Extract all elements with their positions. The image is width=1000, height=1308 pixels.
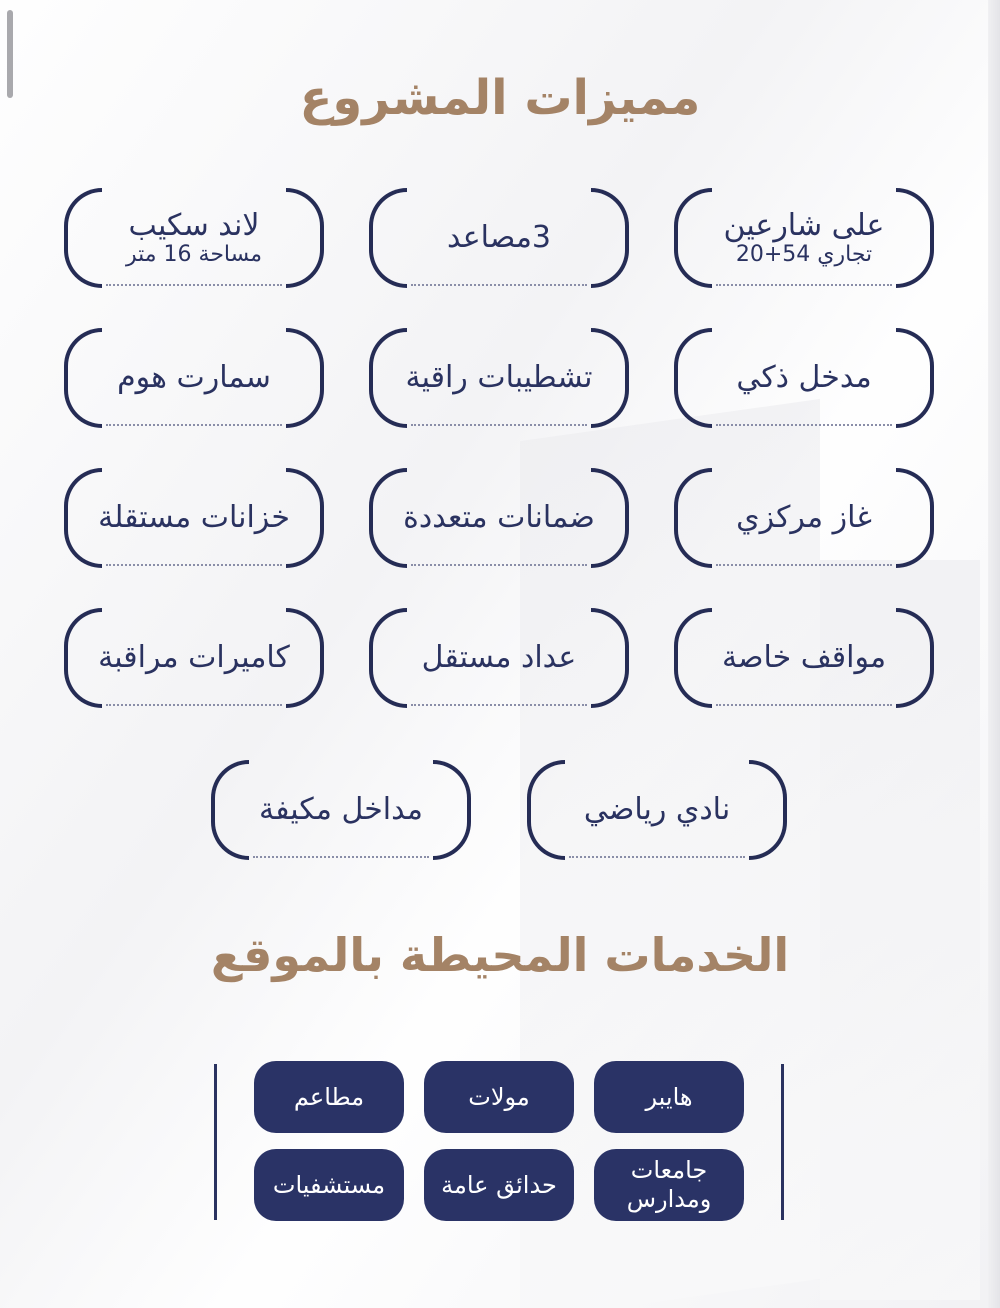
bracket-right [286,188,324,288]
bracket-right [591,468,629,568]
feature-label: لاند سكيب [128,207,260,243]
dotted-line [106,564,282,566]
bracket-left [64,188,102,288]
feature-gym [527,760,787,860]
features-title: مميزات المشروع [299,70,701,126]
feature-central-gas [674,468,934,568]
bracket-left [64,608,102,708]
services-title: الخدمات المحيطة بالموقع [210,928,790,982]
feature-smart-entrance [674,328,934,428]
dotted-line [716,564,892,566]
bracket-left [674,468,712,568]
service-malls: مولات [424,1061,574,1133]
feature-security-cameras [64,608,324,708]
feature-label: كاميرات مراقبة [98,639,290,675]
page-edge [988,0,1000,1308]
feature-label: 3مصاعد [447,219,551,255]
feature-label: خزانات مستقلة [98,499,290,535]
dotted-line [106,284,282,286]
dotted-line [716,284,892,286]
bracket-right [896,608,934,708]
dotted-line [411,424,587,426]
bracket-left [527,760,565,860]
feature-label: مواقف خاصة [721,639,887,675]
feature-label: سمارت هوم [117,359,271,395]
dotted-line [106,704,282,706]
feature-independent-tanks [64,468,324,568]
bracket-right [896,188,934,288]
service-hospitals: مستشفيات [254,1149,404,1221]
feature-label: نادي رياضي [583,791,731,827]
dotted-line [106,424,282,426]
bracket-right [433,760,471,860]
feature-label: مدخل ذكي [736,359,872,395]
dotted-line [253,856,429,858]
service-universities-schools: جامعات ومدارس [594,1149,744,1221]
feature-label: ضمانات متعددة [403,499,595,535]
dotted-line [411,284,587,286]
feature-label: تشطيبات راقية [405,359,593,395]
dotted-line [411,564,587,566]
feature-premium-finishes [369,328,629,428]
dotted-line [716,424,892,426]
feature-landscape [64,188,324,288]
bracket-right [286,608,324,708]
bracket-left [674,328,712,428]
bracket-left [674,608,712,708]
feature-independent-meter [369,608,629,708]
bracket-left [64,328,102,428]
feature-private-parking [674,608,934,708]
bracket-left [369,468,407,568]
bracket-right [896,328,934,428]
bracket-right [286,328,324,428]
feature-sublabel: مساحة 16 متر [125,242,263,268]
bracket-left [64,468,102,568]
bracket-right [896,468,934,568]
bracket-right [591,328,629,428]
feature-sublabel: تجاري 54+20 [735,242,873,268]
bracket-right [286,468,324,568]
feature-smart-home [64,328,324,428]
feature-label: مداخل مكيفة [259,791,423,827]
feature-multiple-warranties [369,468,629,568]
service-hypermarket: هايبر [594,1061,744,1133]
feature-air-conditioned-entrances [211,760,471,860]
scrollbar-thumb[interactable] [7,10,13,98]
service-public-parks: حدائق عامة [424,1149,574,1221]
dotted-line [716,704,892,706]
bracket-left [369,608,407,708]
bracket-left [369,188,407,288]
feature-elevators [369,188,629,288]
service-restaurants: مطاعم [254,1061,404,1133]
bracket-left [211,760,249,860]
feature-label: على شارعين [723,207,885,243]
dotted-line [569,856,745,858]
bracket-right [591,608,629,708]
feature-label: غاز مركزي [736,499,872,535]
bracket-right [591,188,629,288]
feature-label: عداد مستقل [421,639,577,675]
bracket-left [369,328,407,428]
bracket-left [674,188,712,288]
feature-two-streets [674,188,934,288]
dotted-line [411,704,587,706]
bracket-right [749,760,787,860]
